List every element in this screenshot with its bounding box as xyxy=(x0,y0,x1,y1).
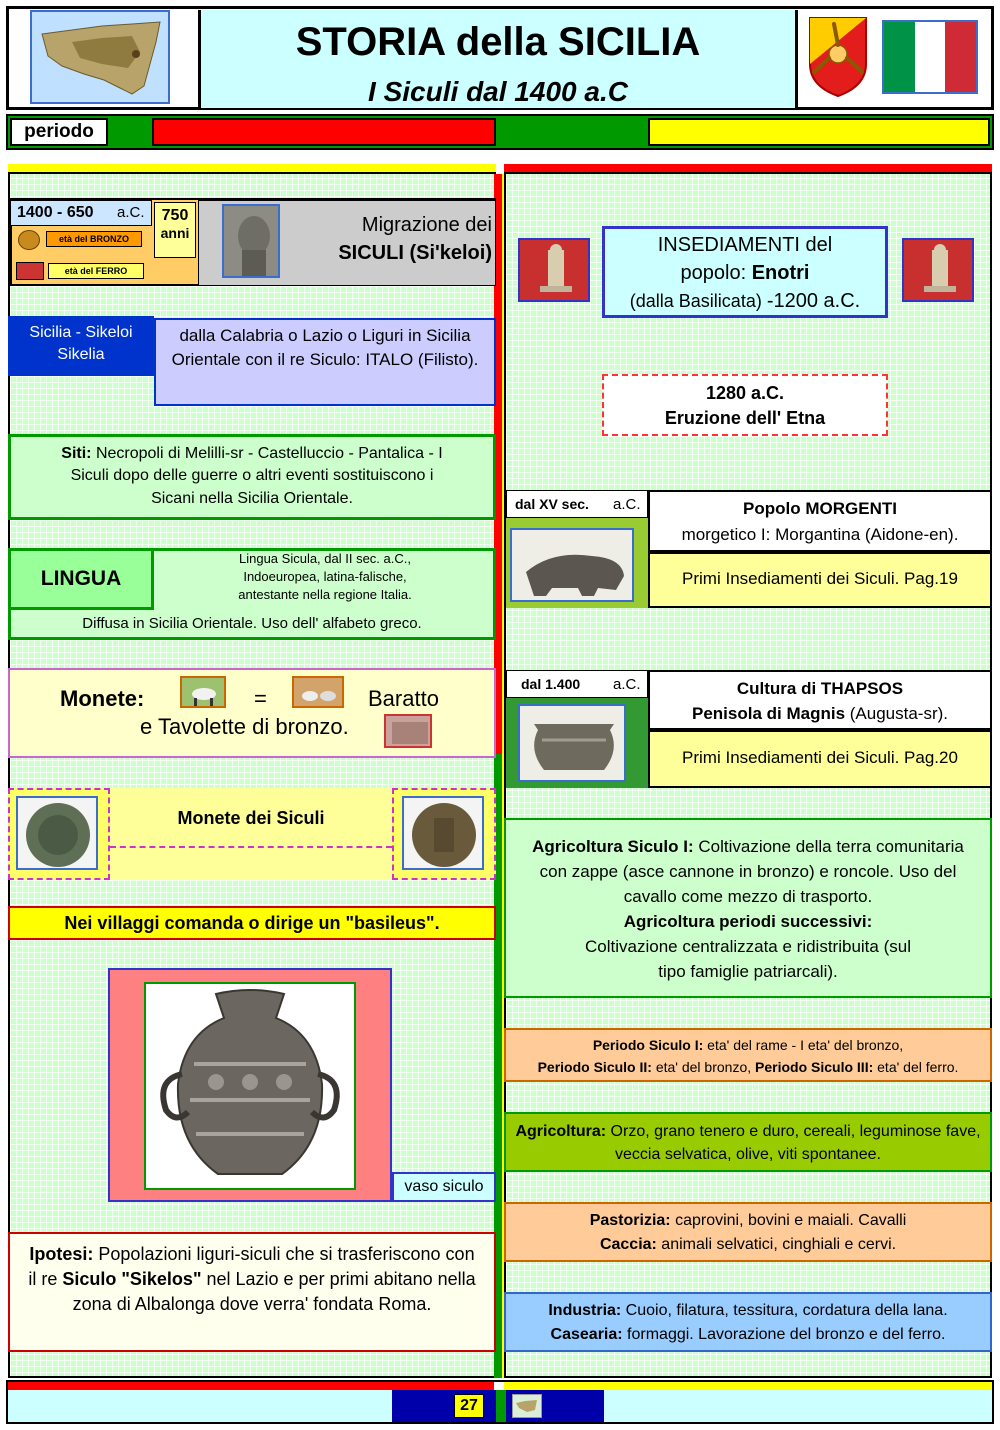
basileus-banner: Nei villaggi comanda o dirige un "basileus". xyxy=(8,906,496,940)
iron-weapon-icon xyxy=(16,262,44,280)
thapsos-unit: a.C. xyxy=(613,676,641,693)
sicilia-text: dalla Calabria o Lazio o Liguri in Sicilia Orientale con il re Siculo: ITALO (Filisto). xyxy=(154,318,496,406)
sicilia-tag-line1: Sicilia - Sikeloi xyxy=(29,324,133,341)
agricoltura-successivi-label: Agricoltura periodi successivi: xyxy=(623,912,873,931)
trinacria-shield-icon xyxy=(806,14,870,98)
lingua-bottom: Diffusa in Sicilia Orientale. Uso dell' alfabeto greco. xyxy=(82,615,422,632)
agricoltura-text: Orzo, grano tenero e duro, cereali, leguminose fave, veccia selvatica, olive, viti spontanee. xyxy=(606,1123,981,1163)
monete-equals: = xyxy=(254,686,267,711)
date-range-box xyxy=(10,200,152,226)
vaso-caption: vaso siculo xyxy=(392,1172,496,1202)
periodo-red-segment xyxy=(152,118,496,146)
periodo-siculo-2-text: eta' del bronzo, xyxy=(651,1059,756,1075)
morgenti-title-box xyxy=(648,490,992,552)
morgenti-date-box xyxy=(506,490,648,518)
years-box xyxy=(154,202,196,258)
sicily-map-image xyxy=(30,10,170,104)
footer-left xyxy=(8,1390,392,1422)
date-unit: a.C. xyxy=(117,204,145,221)
industria-box xyxy=(504,1292,992,1352)
bronze-tablet-image xyxy=(384,714,432,748)
morgenti-subtitle: morgetico I: Morgantina (Aidone-en). xyxy=(681,525,959,544)
footer-map-thumbnail-icon[interactable] xyxy=(512,1394,542,1418)
pastorizia-text: caprovini, bovini e maiali. Cavalli xyxy=(670,1212,907,1229)
casearia-label: Casearia: xyxy=(550,1326,623,1343)
ipotesi-text1: Popolazioni liguri-siculi che si trasferiscono con il re xyxy=(28,1244,475,1289)
agricoltura-box xyxy=(504,1112,992,1172)
date-range: 1400 - 650 xyxy=(17,204,94,221)
morgenti-link[interactable]: Primi Insediamenti dei Siculi. Pag.19 xyxy=(648,552,992,608)
enotri-statue-left-image xyxy=(518,238,590,302)
thapsos-pot-image xyxy=(518,704,626,782)
migration-line1: Migrazione dei xyxy=(361,214,492,236)
sicily-map-icon xyxy=(32,12,170,104)
page-number: 27 xyxy=(454,1394,484,1418)
goats-image xyxy=(292,676,344,708)
thapsos-date-box xyxy=(506,670,648,698)
pastorizia-box xyxy=(504,1202,992,1262)
lingua-line3: antestante nella regione Italia. xyxy=(238,587,412,602)
etna-box xyxy=(602,374,888,436)
italian-flag-icon xyxy=(882,20,978,94)
migration-line2: SICULI (Si'keloi) xyxy=(338,242,492,264)
morgenti-title: Popolo MORGENTI xyxy=(743,499,897,518)
years-value: 750 xyxy=(161,207,189,224)
years-unit: anni xyxy=(160,225,190,241)
periodo-siculo-2-label: Periodo Siculo II: xyxy=(537,1059,652,1075)
agricoltura-label: Agricoltura: xyxy=(515,1123,607,1140)
agricoltura-siculo-label: Agricoltura Siculo I: xyxy=(532,837,694,856)
lingua-line1: Lingua Sicula, dal II sec. a.C., xyxy=(239,551,411,566)
enotri-line3a: (dalla Basilicata) xyxy=(629,291,767,311)
periodi-box xyxy=(504,1028,992,1082)
morgenti-date: dal XV sec. xyxy=(515,496,589,512)
coin-right-image xyxy=(402,796,484,870)
lingua-line2: Indoeuropea, latina-falische, xyxy=(243,569,407,584)
periodo-siculo-3-text: eta' del ferro. xyxy=(873,1059,959,1075)
divider-highlight xyxy=(502,174,504,1378)
thapsos-link[interactable]: Primi Insediamenti dei Siculi. Pag.20 xyxy=(648,730,992,788)
ipotesi-label: Ipotesi: xyxy=(29,1244,94,1264)
thapsos-title-box xyxy=(648,670,992,730)
casearia-text: formaggi. Lavorazione del bronzo e del ferro. xyxy=(622,1326,946,1343)
siti-label: Siti: xyxy=(61,445,92,462)
enotri-line2a: popolo: xyxy=(680,262,752,284)
title-box xyxy=(198,10,798,108)
footer-divider xyxy=(496,1390,506,1422)
footer-yellow-band xyxy=(504,1382,992,1390)
page-subtitle: I Siculi dal 1400 a.C xyxy=(368,76,628,107)
ipotesi-text2: nel Lazio e per primi abitano nella zona di Albalonga dove verra' fondata Roma. xyxy=(72,1269,476,1314)
etna-line1: 1280 a.C. xyxy=(705,383,785,403)
statue-image xyxy=(222,204,280,278)
caccia-text: animali selvatici, cinghiali e cervi. xyxy=(656,1236,897,1253)
caccia-label: Caccia: xyxy=(599,1236,657,1253)
industria-label: Industria: xyxy=(548,1302,622,1319)
thapsos-subtitle-bold: Penisola di Magnis xyxy=(691,704,846,723)
periodo-siculo-3-label: Periodo Siculo III: xyxy=(755,1059,874,1075)
siti-text: Necropoli di Melilli-sr - Castelluccio - Pantalica - I Siculi dopo delle guerre o altri eventi sostituiscono i Sicani nella Sicilia Orientale. xyxy=(70,445,443,507)
sicilia-tag xyxy=(8,316,154,376)
morgenti-unit: a.C. xyxy=(613,496,641,513)
bronze-age-label: età del BRONZO xyxy=(46,231,142,247)
thapsos-date: dal 1.400 xyxy=(521,676,581,692)
ipotesi-name: Siculo "Sikelos" xyxy=(62,1269,202,1289)
thapsos-title: Cultura di THAPSOS xyxy=(736,679,904,698)
industria-text: Cuoio, filatura, tessitura, cordatura della lana. xyxy=(621,1302,948,1319)
periodo-siculo-1-text: eta' del rame - I eta' del bronzo, xyxy=(703,1037,904,1053)
morgenti-animal-image xyxy=(510,528,634,602)
right-top-band xyxy=(504,164,992,174)
coin-dash-line xyxy=(110,846,392,848)
siti-box xyxy=(8,434,496,520)
pastorizia-label: Pastorizia: xyxy=(589,1212,671,1229)
sicilia-tag-line2: Sikelia xyxy=(57,346,105,363)
ipotesi-box xyxy=(8,1232,496,1352)
agricoltura-siculo-box xyxy=(504,818,992,998)
enotri-line2b: Enotri xyxy=(751,262,810,284)
enotri-line3b: -1200 a.C. xyxy=(766,290,861,312)
enotri-box xyxy=(602,226,888,318)
bronze-helmet-icon xyxy=(18,230,40,250)
monete-label: Monete: xyxy=(60,686,145,711)
periodo-siculo-1-label: Periodo Siculo I: xyxy=(592,1037,704,1053)
cow-image xyxy=(180,676,226,708)
etna-line2: Eruzione dell' Etna xyxy=(664,408,826,428)
enotri-statue-right-image xyxy=(902,238,974,302)
coin-left-image xyxy=(16,796,98,870)
vaso-image xyxy=(144,982,356,1190)
enotri-line1: INSEDIAMENTI del xyxy=(657,234,833,256)
periodo-yellow-segment xyxy=(648,118,990,146)
thapsos-subtitle: (Augusta-sr). xyxy=(845,704,949,723)
lingua-details xyxy=(156,550,494,604)
left-top-band xyxy=(8,164,496,174)
iron-age-label: età del FERRO xyxy=(48,263,144,279)
footer-red-band xyxy=(8,1382,494,1390)
page-title: STORIA della SICILIA xyxy=(295,20,701,64)
tavolette-text: e Tavolette di bronzo. xyxy=(140,714,349,739)
lingua-label: LINGUA xyxy=(8,548,154,610)
monete-siculi-label: Monete dei Siculi xyxy=(177,808,325,828)
footer-right xyxy=(604,1390,992,1422)
periodo-label: periodo xyxy=(10,118,108,146)
agricoltura-successivi-text: Coltivazione centralizzata e ridistribuita (sul tipo famiglie patriarcali). xyxy=(585,937,911,981)
baratto-text: Baratto xyxy=(368,686,439,711)
agricoltura-siculo-text: Coltivazione della terra comunitaria con zappe (asce cannone in bronzo) e roncole. Uso del cavallo come mezzo di trasporto. xyxy=(539,837,964,906)
